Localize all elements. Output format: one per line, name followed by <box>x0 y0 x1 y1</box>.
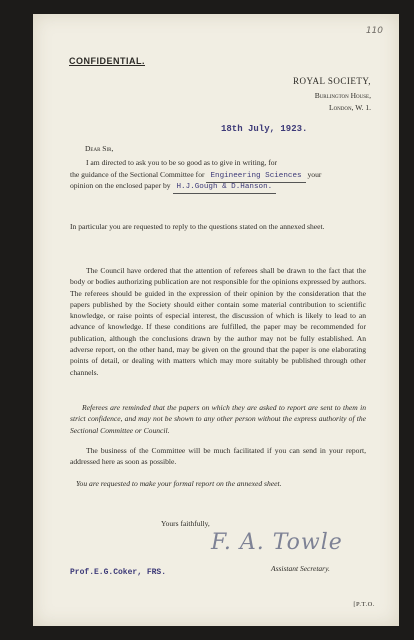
committee-name: Engineering Sciences <box>206 171 305 183</box>
request-line-3 <box>70 180 366 192</box>
letter-sheet <box>33 14 399 626</box>
request-line-2-text: the guidance of the Sectional Committee for <box>70 169 205 179</box>
signature: F. A. Towle <box>211 530 343 555</box>
paragraph-formal-report: You are requested to make your formal report on the annexed sheet. <box>76 479 282 488</box>
request-line-2 <box>70 169 366 181</box>
signatory-title: Assistant Secretary. <box>271 564 330 573</box>
address-house: Burlington House, <box>314 91 371 100</box>
address-city: London, W. 1. <box>328 103 371 112</box>
request-line-1: I am directed to ask you to be so good as to give in writing, for <box>86 158 278 167</box>
paragraph-business: The business of the Committee will be much facilitated if you can send in your report, addressed here as soon as possible. <box>70 446 366 467</box>
paragraph-questions: In particular you are requested to reply to the questions stated on the annexed sheet. <box>70 222 325 231</box>
request-line-2-end: your <box>307 169 322 179</box>
recipient: Prof.E.G.Coker, FRS. <box>70 568 167 577</box>
confidential-label: CONFIDENTIAL. <box>69 56 145 66</box>
paragraph-request <box>70 157 366 192</box>
paper-authors: H.J.Gough & D.Hanson. <box>173 182 277 194</box>
paragraph-council: The Council have ordered that the attention of referees shall be drawn to the fact that the body or bodies authorizing publication are not responsible for the opinions expressed by authors. The referees should be guided in the expression of their opinion by the consideration that the papers published by the Society should either contain some material contribution to scientific knowledge, or raise points of especial interest, the discussion of which is likely to lead to an advance of knowledge. If these conditions are fulfilled, the paper may be recommended for publication, although the conclusions drawn by the author may not be fully established. An adverse report, on the other hand, may be given on the ground that the paper is one elaborating points of detail, or dealing with matters which may more suitably be published through other channels. <box>70 266 366 377</box>
please-turn-over: [P.T.O. <box>353 601 375 608</box>
page-number: 110 <box>365 26 383 36</box>
paragraph-confidence: Referees are reminded that the papers on which they are asked to report are sent to them in strict confidence, and may not be shown to any other person without the express authority of the Sectional Committee or Council. <box>70 403 366 435</box>
salutation: Dear Sir, <box>85 144 114 153</box>
request-line-3-text: opinion on the enclosed paper by <box>70 181 171 190</box>
closing: Yours faithfully, <box>161 519 210 528</box>
letter-date: 18th July, 1923. <box>221 124 308 134</box>
society-name: ROYAL SOCIETY, <box>292 76 371 86</box>
